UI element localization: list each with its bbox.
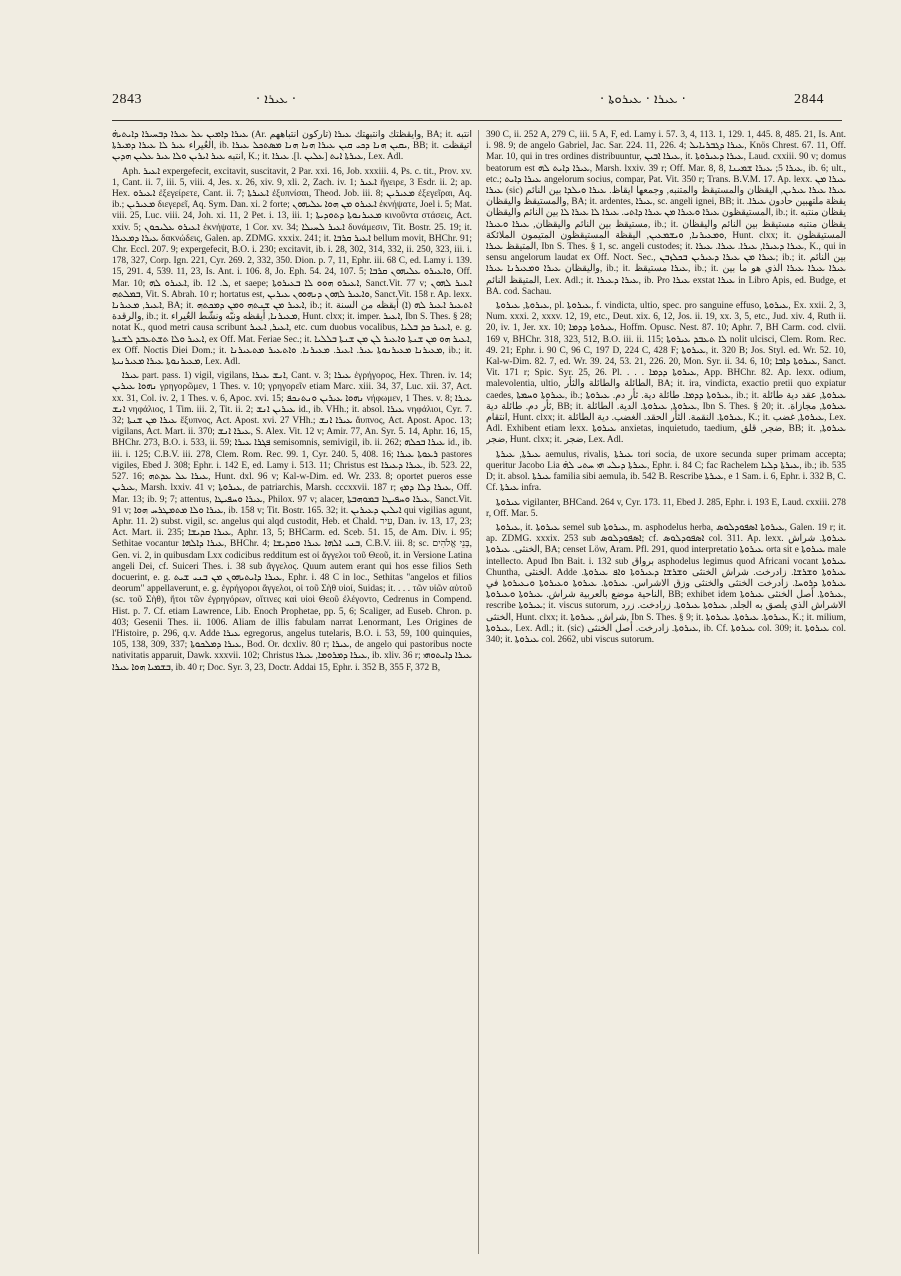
page-header (0, 88, 901, 118)
column-divider (478, 130, 479, 1254)
entry-paragraph: ܥܝܪܘܬܐ, it. ܥܝܪܘܬܐ semel sub ܥܝܪܘܬܐ, m. asphodelus herba, ܥܝܪܘܬܐ ܐܣܦܘܕܠܘܣ, Galen. 19 r; it. ap. ZDMG. xxxix. 253 sub ܐܣܦܘܕܠܘܣ; cf. ܐܣܦܘܕܠܘܣ col. 311. Ap. lexx. ܥܝܪܘܬܐ. شراش الخنثى. ܥܝܪܘܬܐ, BA; censet Löw, Aram. Pfl. 291, quod interpretatio ܥܝܪܘܬܐ orta sit e ܥܝܪܘܬܐ male intellecto. Apud Ibn Bait. i. 132 sub برواق asphodelus legimus quod Africani vocant ܥܝܪܘܬܐ Chuntha, الخنثى. Adde ܥܝܪܘܬܐ ܘܫܪܫܐ. زادرخت. شراش الخنثى ܘܫܪܫܐ ܕܥܝܪܘܬܐ ܘܐܦ ܥܝܪܘܬܐ. ܥܝܪܘܬܐ ܕܪܘܚܐ. زادرخت الخنثى والخنثى وزق الاشراس. ܥܝܪܘܬܐ. ܥܝܪܘܬܐ ܘܥܝܪܘܬܐ ܘܝܥܝܪܘܬܐ في الناحية موضع بالعربية شراش. ܥܝܪܘܬܐ ܘܥܝܪܘܬܐ, BB; exhibet idem ܥܝܪܘܬܐ. أصل الخنثى ܥܝܪܘܬܐ, rescribe ܥܝܪܘܬܐ; it. viscus sutorum, الاشراش الذي يلصق به الجلد, ܥܝܪܘܬܐ ܥܝܪܘܬܐ. زرادخت. زرد الخنثى, Hunt. clxx; it. شراش, ܥܝܪܘܬܐ, Ibn S. Thes. § 9; it. ܥܝܪܘܬܐ. ܥܝܪܘܬܐ. ܥܝܪܘܬܐ, K.; it. milium, ܥܝܪܘܬܐ, Lex. Adl.; it. (sic) ܥܝܪܘܬܐ. زادرخت. أصل الخنثى, ib. Cf. ܥܝܪܘܬܐ col. 309; it. ܥܝܪܘܬܐ col. 340; it. ܥܝܪܘܬܐ col. 2662, ubi viscus sutorum. (486, 522, 846, 645)
entry-paragraph: ܥܝܪܘܬܐ, ܥܝܪܘܬܐ, pl. ܥܝܪܘܬܐ, f. vindicta, ultio, spec. pro sanguine effuso, ܥܝܪܘܬܐ, Ex. xxii. 2, 3, Num. xxxi. 2, xxxv. 12, 19, etc., Deut. xix. 6, 12, Jos. ii. 19, xx. 3, 5, etc., Jud. xiv. 4, Ruth ii. 20, iv. 1, Jer. xx. 10; ܥܝܪܘܬܐ ܕܕܡܐ, Hoffm. Opusc. Nest. 87. 10; Aphr. 7, BH Carm. cod. clvii. 169 v, BHChr. 318, 323, 512, B.O. iii. ii. 115; ܠܐ ܬܥܒܕ ܥܝܪܘܬܐ nolit ulcisci, Clem. Rom. Rec. 49. 21; Ephr. i. 90 C, 96 C, 197 D, 224 C, 428 F; ܥܝܪܘܬܐ, it. 320 B; Jos. Styl. ed. Wr. 52. 10, Kal-w-Dim. 82. 7, ed. Wr. 39. 24, 53. 21, 226. 20, Mon. Syr. ii. 34. 6, 10; ܥܝܪܘܬܐ ܕܐܒܐ, Sanct. Vit. 171 r; Spic. Syr. 25, 26. Pl. . . . ܥܝܪܘܬܐ ܕܕܡܐ, App. BHChr. 82. Ap. lexx. odium, malevolentia, ultio, الطائلة والطائلة والثأر, BA; it. ira, vindicta, exactio pretii quo expiatur caedes, ܥܝܪܘܬܐ ܘܚܡܬܐ, ib.; ܥܝܪܘܬܐ ܕܕܡܐ. طائلة دية. ثأر دم. ܥܝܪܘܬܐ, ib.; it. ܥܝܪܘܬܐ, عقد دية طائلة ثأر دم. طائلة دية, BB; it. ܥܝܪܘܬܐ, ܥܝܪܘܬܐ. الدية. الطائلة, Ibn S. Thes. § 20; it. ܥܝܪܘܬܐ, مجازاة. انتقام, Hunt. clxx; it. ܥܝܪܘܬܐ. النقمة. الثأر الحقد. الغضب. دية الطائلة, K.; it. ܥܝܪܘܬܐ, غضب, Lex. Adl. Exhibent etiam lexx. ܥܝܪܘܬܐ anxietas, inquietudo, taedium, ضجر, قلق, BB; it. ܥܝܪܘܬܐ, ضجر, Hunt. clxx; it. ضجر, Lex. Adl. (486, 301, 846, 446)
header-rule (112, 120, 842, 121)
running-head-left: · ܥܝܪܐ · (256, 92, 297, 107)
running-head-right: · ܥܝܪܐ · ܥܝܪܘܬܐ · (600, 92, 686, 107)
page-number-right: 2844 (794, 92, 824, 107)
page-number-left: 2843 (112, 92, 142, 107)
entry-paragraph: ܥܝܪܐ ܕܐܡܝܢ ܥܠ ܥܝܪܐ ܕܒܚܝܪܐ ܕܐܝܬܝܗ̇ (Ar. تاركون انتباههم) وأيقظتك وانتبهتك ܥܝܪܐ, BA; it. انتبه العُيراء ܥܝܪ ܠܐ ܥܝܪܐ ܕܡܝܪܬܐ, ib. ܝܩܝܢ ܗܢܐ ܕܟܝ ܩܝܢ ܥܝܪܐ ܗܢܐ ܗܢܐ ܡܣܬܟܠ ܥܝܪܐ, BB; it. اتيقظت انتبه ܥܝܪ ܐܝܪܝܢ ܘܠܐ ܥܝܪ ܥܠܝܢ ܗܕܝܢ, K.; it. ܥܝܪܐ .[l. ܥܠܝܢ] ܥܝܪܬܐ ܐܝܬ, Lex. Adl. (112, 130, 472, 163)
entry-paragraph: Aph. ܐܥܝܪ expergefecit, excitavit, suscitavit, 2 Par. xxi. 16, Job. xxxiii. 4, Ps. c. tit., Prov. xv. 1, Cant. ii. 7, iii. 5, viii. 4, Jes. x. 26, xiv. 9, xli. 2, Zach. iv. 1; ܐܥܝܪ ἤγειρε, 3 Esdr. ii. 2; ap. Hex. ܐܥܝܪܘ ἐξεγείρετε, Cant. ii. 7; ܐܥܝܪܬܐ ἐξυπνίσαι, Theod. Job. iii. 8; ܡܥܝܪܝܢ ἐξεγεῖραι, Aq. ib.; ܡܥܝܪܝܢ διεγερεῖ, Aq. Sym. Dan. xi. 2 forte; ܐܥܝܪܘ ܡܢ ܗܘܐ ܥܠܝܗܘܢ ἐκνήψατε, Joel i. 5; Mat. viii. 25, Luc. viii. 24, Joh. xi. 11, 2 Pet. i. 13, iii. 1; ܡܥܝܪܢܘܬܐ ܕܬܘܕܝܬܐ κινοῦντα στάσεις, Act. xxiv. 5; ܐܥܝܪܘ ܥܠܝܟܘܢ ἐκνήψατε, 1 Cor. xv. 34; ܐܥܝܪ ܠܚܝܠܐ δυνάμεσιν, Tit. Bostr. 25. 19; it. ܥܝܪܐ ܕܡܥܝܪܐ δακνώδεις, Galen. ap. ZDMG. xxxix. 241; it. ܐܥܝܪ ܩܪܒܐ bellum movit, BHChr. 91; Chr. Eccl. 207. 9; expergefecit, B.O. i. 230; excitavit, ib. i. 28, 302, 314, 332, ii. 250, 323, iii. i. 178, 327, Corp. Ign. 221, Cyr. 269. 2, 332, 350. Dion. p. 7, 11, Ephr. iii. 68 C, ed. Lamy i. 139. 15, 291. 4, 539. 11, 23, Is. Ant. i. 106. 8, Jo. Eph. 54. 24, 107. 5; ܘܐܥܝܪܘ ܥܠܝܗܘܢ ܩܪܒܐ, Off. Mar. 10; ܐܥܝܪܘ ܠܗ, ib. ܠ. 12, et saepe; ܐܥܝܪܘ ܗܘܘ ܠܐ ܒܥܝܪܘܬܐ, Sanct.Vit. 77 v; ܐܥܝܪ ܠܗܘܢ ܒܡܠܬܗ, Vit. S. Abrah. 10 r; hortatus est, ܘܐܥܝܪ ܠܗܘܢ ܕܢܗܘܘܢ ܥܝܪܝܢ, Sanct.Vit. 158 r. Ap. lexx. ܐܥܝܪ, ܡܥܝܪܢܐ, BA; it. ܐܥܝܪ ܡܢ ܫܢܬܗ ܘܡܢ ܕܡܟܬܗ, ib.; it. ܐܬܥܝܪ ܐܥܝܪ ܠܗ (ܐ) أيقظه من السنة والرقدة, ib.; it. ܡܥܝܪܢܐ, أيقظه ونبّه ونشّط العُيراء, Hunt. clxx; it. imper. ܐܥܝܪ, Ibn S. Thes. § 28; notat K., quod metri causa scribunt ܐܥܝܪ, ܐܥܝܪ, etc. cum duobus vocalibus, ܐܥܝܪ ܟܕ ܒܠܝܐ, e. g. ܐܥܝܪ ܘܠܐ ܬܫܬܥܒܕ ܠܫܢܬܐ, ex Off. Mat. Feriae Sec.; it. ܐܥܝܪ ܗܘ ܡܢ ܫܢܬܐ ܘܐܥܝܪ ܠܢ ܡܢ ܫܢܬܐ ܒܠܠܝܐ, ex Off. Noctis Diei Dom.; it. ܡܥܝܪܢܐ ܡܥܝܪܢܘܬܐ ܥܝܪ. ܐܥܝܪ. ܡܥܝܪܢܐ. ܘܐܬܥܝܪ ܡܬܥܝܪܢܐ, ib.; it. ܡܥܝܪܢܘܬܐ ܥܝܪܐ ܡܥܝܪܢܝܬܐ, Lex. Adl. (112, 166, 472, 368)
dictionary-columns (112, 130, 846, 1260)
entry-paragraph: 390 C, ii. 252 A, 279 C, iii. 5 A, F, ed. Lamy i. 57. 3, 4, 113. 1, 129. 1, 445. 8, 485. 21, Is. Ant. i. 98. 9; de angelo Gabriel, Jac. Sar. 224. 11, 226. 4; ܥܝܪܐ ܕܓܒܪܝܐܝܠ, Knös Chrest. 67. 11, Off. Mar. 10, qui in tres ordines distribuuntur, ܥܝܪܐ ܐܒܝܢ, it. ܥܝܪܐ ܕܥܝܪܘܬܐ, Laud. cxxiii. 90 v; domus beatorum est ܥܝܪܐ ܕܐܝܬ ܠܗ, Marsh. lxxiv. 39 r; Off. Mar. 8, 8, ܥܝܪܐ 5; ܥܝܪܐ ܫܡܝܢܐ, ib. 6; ult., etc.; ܥܝܪܐ ܕܐܝܬ angelorum socius, compar, Pat. Vit. 350 r; Trans. B.V.M. 17. Ap. lexx. ܥܝܪܐ ܡܢ ܥܝܪܐ (sic) ܥܝܪܐ ܥܝܪܐ ܥܝܪܝܢ, اليقظان والمستيقظ والمتنبه, وجمعها ايقاظ. ܥܝܪܐ ܘܝܠܕܐ بين النائم والمستيقظ واليقظان, BA; it. ardentes, ܥܝܪܐ, sc. angeli ignei, BB; it. يقظة ملتهبين حادون ܥܝܪܐ. المستيقظون ܥܝܪܐ ܘܥܝܪܐ ܡܢ ܥܝܪܐ ܕܐܬܝ. ܥܝܪܐ ܠܐ ܥܝܪܐ ܠܐ بين النائم واليقظان, ib.; it. يقظان منتبه مستيقظ بين النائم واليقظان, ܥܝܪܐ ܘܥܝܪܐ, ib.; it. يقظان منتبه مستيقظ بين النائم واليقظان ܘܡܥܝܪܢܐ, ܘܝܫܡܥܝܢ, اليقظة المستيقظون المتيمون الملائكة, Hunt. clxx; it. المستيقظون المتيقظ ܥܝܪܐ, Ibn S. Thes. § 1, sc. angeli custodes; it. ܥܝܪܐ ܕܥܝܪܐ, ܥܝܪܐ. ܥܝܪܐ. ܥܝܪܐ, K., qui in sensu angelorum laudat ex Off. Noct. Sec., ܥܝܪܐ ܡܢ ܥܝܪܐ ܕܥܝܪܝܢ ܒܟܠܙܒܢ; ib.; it. بين النائم واليقظان ܥܝܪܐ ܘܡܥܝܪܢܐ ܥܝܪܐ, ib.; it. ܥܝܪܐ مستيقظ, ib.; it. ܥܝܪܐ ܥܝܪܐ ܥܝܪܐ الذي هو ما بين المتيقظ النائم, Lex. Adl.; it. ܥܝܪܐ ܕܥܝܪܐ, ib. Pro ܥܝܪܐ exstat ܥܝܪܐ in Libro Apis, ed. Budge, et BA. cod. Sachau. (486, 130, 846, 297)
entry-paragraph: ܥܝܪܬܐ, ܥܝܪܬܐ aemulus, rivalis, ܥܝܪܬܐ tori socia, de uxore secunda super primam accepta; queritur Jacobo Lia ܥܝܪܬܐ ܕܝܠܝ ܗܝ ܚܬܝ ܠܗ̇, Ephr. i. 84 C; fac Rachelem ܥܝܪܬܐ ܕܠܝܐ, ib.; ib. 535 D; it. absol. ܥܝܪܬܐ familia sibi aemula, ib. 542 B. Rescribe ܥܝܪܬܐ, e 1 Sam. i. 6, Ephr. i. 332 B, C. Cf. ܥܝܪܬܐ infra. (486, 449, 846, 494)
right-column (486, 130, 846, 1258)
left-column (112, 130, 472, 1258)
entry-paragraph: ܥܝܪܐ part. pass. 1) vigil, vigilans, ܐܢܫ ܥܝܪܐ, Cant. v. 3; ܥܝܪܐ ἐγρήγορος, Hex. Thren. iv. 14; ܢܗܘܐ ܥܝܪܝܢ γρηγορῶμεν, 1 Thes. v. 10; γρηγορεῖν etiam Marc. xiii. 34, 37, Luc. xii. 37, Act. xx. 31, Col. iv. 2, 1 Thes. v. 6, Apoc. xvi. 15; ܢܗܘܐ ܥܝܪܝܢ ܘܢܬܢܟܦ νήφωμεν, 1 Thes. v. 8; ܥܝܪܐ ܐܢܫ νηφάλιος, 1 Tim. iii. 2, Tit. ii. 2; ܥܝܪܝܢ ܐܢܫ id., ib. VHh.; it. absol. ܥܝܪܐ νηφάλιοι, Cyr. 7. 32; ܥܝܪܐ ܡܢ ܫܢܬܐ ἔξυπνος, Act. Apost. xvi. 27 VHh.; ܥܝܪܐ ܐܢܫ ἄυπνος, Act. Apost. Apoc. 13; vigilans, Act. Mart. ii. 370; ܥܝܪܐ ܐܢܫ, S. Alex. Vit. 12 v; Amir. 77, An. Syr. 5. 14, Aphr. 16, 15, BHChr. 273, B.O. i. 533, ii. 59; ܦܓܪܐ ܥܝܪܐ semisomnis, semivigil, ib. ii. 262; ܥܝܪܐ ܒܟܠܗ id., ib. iii. i. 125; C.B.V. iii. 278, Clem. Rom. Rec. 99. 1, Cyr. 240. 5, 408. 16; ܪܥܘܬܐ ܥܝܪܐ pastores vigiles, Ebed J. 308; Ephr. i. 142 E, ed. Lamy i. 513. 11; Christus est ܥܝܪܐ ܕܥܝܪܐ, ib. 523. 22, 527. 16; ܥܝܪܐ ܥܠ ܥܕܬܗ, Hunt. dxl. 96 v; Kal-w-Dim. ed. Wr. 233. 8; oportet pueros esse ܥܝܪܝܢ, Marsh. lxxiv. 41 v; ܥܝܪܘܬܐ, de patriarchis, Marsh. cccxxvii. 187 r; ܥܝܪܐ ܕܠܐ ܕܡܟ, Off. Mar. 13; ib. 9; 7; attentus, ܥܝܪܐ ܘܚܦܝܛܐ, Philox. 97 v; alacer, ܥܝܪܐ ܘܚܦܝܛܐ ܒܡܘܗܒܬܐ, Sanct.Vit. 91 v; ܥܝܪܐ ܘܠܐ ܡܬܡܛܪܚ ܗܘܐ, ib. 158 v; Tit. Bostr. 165. 32; it. ܐܝܠܝܢ ܕܥܝܪܝܢ qui vigilias agunt, Aphr. 11. 2) subst. vigil, sc. angelus qui alqd custodit, Heb. et Chald. עִיר, Dan. iv. 13, 17, 23; Act. Mart. ii. 235; ܥܝܪܐ ܩܕܝܫܐ, Aphr. 13, 5; BHCarm. ed. Sceb. 51. 15, de Am. Div. i. 95; Sethitae vocantur ܥܝܪܐ ܕܐܠܗܐ, BHChr. 4; ܒܢܝ ܐܠܗܐ ܥܝܪܐ ܘܩܕܝܫܐ, C.B.V. iii. 8; sc. בְּנֵי אֱלֹהִים, Gen. vi. 2, in quibusdam Lxx codicibus redditum est οἱ ἄγγελοι τοῦ Θεοῦ, it. in Versione Latina angeli Dei, cf. Suiceri Thes. i. 38 sub ἄγγελος. Quum autem erant qui hos esse filios Seth docuerint, e. g. ܥܝܪܐ ܕܐܝܬܝܗܘܢ ܡܢ ܒܢܝ ܫܝܬ, Ephr. i. 48 C in loc., Sethitas "angelos et filios deorum" appellaverunt, e. g. ἐγρήγοροι ἄγγελοι, οἱ τοῦ Σὴθ υἱοί, Suidas; it. . . . τῶν υἱῶν αὐτοῦ (sc. τοῦ Σὴθ), ἤτοι τῶν ἐγρηγόρων, οἵτινες καὶ υἱοὶ Θεοῦ ἐλέγοντο, Cedrenus in Compend. Hist. p. 7. Cf. etiam Lawrence, Lib. Enoch Prophetae, pp. 5, 6; Scaliger, ad Euseb. Chron. p. 403; Gesenii Thes. ii. 1006. Aliam de illis fabulam narrat Lenormant, Les Origines de l'Histoire, p. 296, q.v. Adde ܥܝܪܐ egregorus, angelus tutelaris, B.O. i. 53, 59, 100 quinquies, 105, 138, 309, 337; ܥܝܪܐ ܕܡܠܟܘܬܐ, Bod. Or. dcxliv. 80 r; ܥܝܪܐ, de angelo qui pastoribus nocte nativitatis apparuit, Dawk. xxxvii. 102; Christus ܥܝܪܐ ܕܡܪܘܡܐ, ܥܝܪܐ, ib. xliv. 36 r; ܥܝܪܐ ܕܐܝܬܘܗܝ ܒܫܡܝܐ ܗܘܐ ܥܝܪܐ, ib. 40 r; Doc. Syr. 3, 23, Doctr. Addai 15, Ephr. i. 352 B, 355 F, 372 B, (112, 371, 472, 673)
entry-paragraph: ܥܝܪܘܬܐ vigilanter, BHCand. 264 v, Cyr. 173. 11, Ebed J. 285, Ephr. i. 193 E, Laud. cxxiii. 278 r, Off. Mar. 5. (486, 497, 846, 519)
